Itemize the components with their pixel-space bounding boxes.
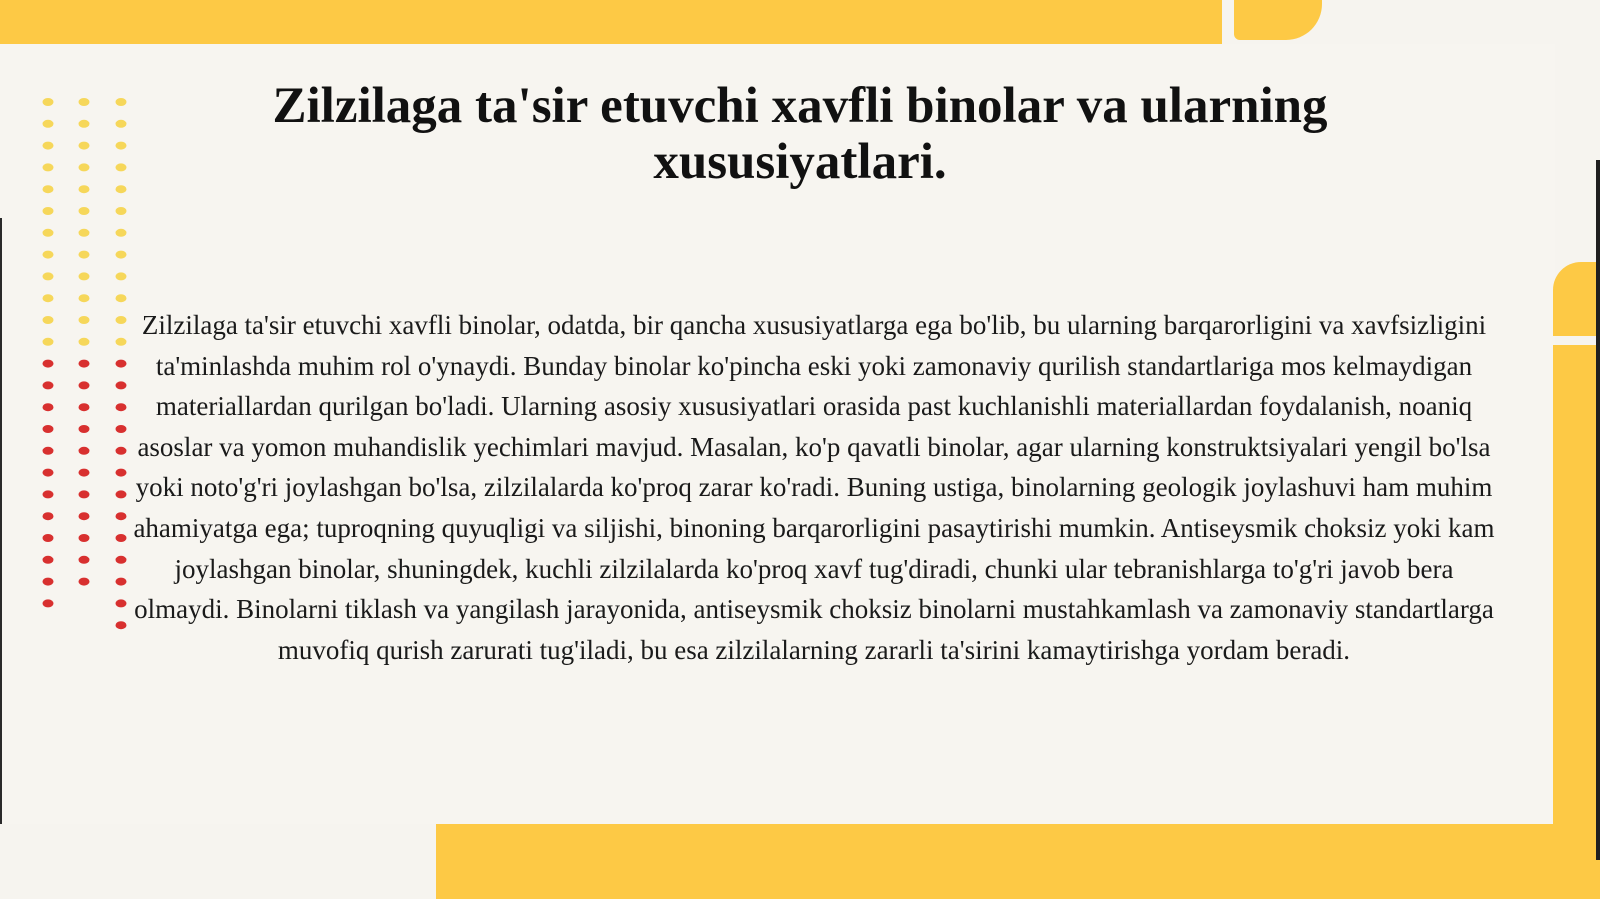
yellow-dot [116,163,127,171]
yellow-dot [116,294,127,302]
red-dot [116,425,127,433]
yellow-dot [43,229,54,237]
yellow-dot [43,294,54,302]
red-dot [43,469,54,477]
red-dot [43,425,54,433]
red-dot [43,381,54,389]
decorative-dot-pattern [40,96,140,636]
yellow-dot [79,251,90,259]
yellow-dot [43,316,54,324]
red-dot [116,512,127,520]
yellow-dot [116,316,127,324]
red-dot [116,578,127,586]
yellow-dot [79,142,90,150]
red-dot [79,490,90,498]
yellow-dot [43,185,54,193]
right-accent-band [1553,345,1600,899]
yellow-dot [43,98,54,106]
yellow-dot [43,207,54,215]
top-accent-band [0,0,1222,44]
yellow-dot [79,163,90,171]
yellow-dot [79,272,90,280]
red-dot [116,556,127,564]
red-dot [79,534,90,542]
red-dot [116,447,127,455]
red-dot [79,403,90,411]
yellow-dot [43,251,54,259]
yellow-dot [116,272,127,280]
right-edge-shadow [1596,160,1600,860]
slide-body-paragraph: Zilzilaga ta'sir etuvchi xavfli binolar, odatda, bir qancha xususiyatlarga ega bo'lib, bu ularning barqarorligini va xavfsizligini ta'minlashda muhim rol o'ynaydi. Bunday binolar ko'pincha eski yoki zamonaviy qurilish standartlariga mos kelmaydigan materiallardan qurilgan bo'ladi. Ularning asosiy xususiyatlari orasida past kuchlanishli materiallardan foydalanish, noaniq asoslar va yomon muhandislik yechimlari mavjud. Masalan, ko'p qavatli binolar, agar ularning konstruktsiyalari yengil bo'lsa yoki noto'g'ri joylashgan bo'lsa, zilzilalarda ko'proq zarar ko'radi. Buning ustiga, binolarning geologik joylashuvi ham muhim ahamiyatga ega; tuproqning quyuqligi va siljishi, binoning barqarorligini pasaytirishi mumkin. Antiseysmik choksiz yoki kam joylashgan binolar, shuningdek, kuchli zilzilalarda ko'proq xavf tug'diradi, chunki ular tebranishlarga to'g'ri javob bera olmaydi. Binolarni tiklash va yangilash jarayonida, antiseysmik choksiz binolarni mustahkamlash va zamonaviy standartlarga muvofiq qurish zarurati tug'iladi, bu esa zilzilalarning zararli ta'sirini kamaytirishga yordam beradi. [133,310,1495,665]
yellow-dot [79,229,90,237]
yellow-dot [116,338,127,346]
red-dot [43,578,54,586]
yellow-dot [79,207,90,215]
yellow-dot [43,142,54,150]
right-accent-tab [1553,262,1600,336]
red-dot [43,556,54,564]
red-dot [43,447,54,455]
yellow-dot [43,163,54,171]
red-dot [43,403,54,411]
red-dot [79,469,90,477]
yellow-dot [116,185,127,193]
red-dot [43,490,54,498]
red-dot [116,599,127,607]
red-dot [116,534,127,542]
red-dot [43,360,54,368]
yellow-dot [116,142,127,150]
red-dot [43,534,54,542]
yellow-dot [116,207,127,215]
top-right-accent-tab [1234,0,1322,40]
red-dot [79,512,90,520]
yellow-dot [79,120,90,128]
yellow-dot [116,98,127,106]
red-dot [116,490,127,498]
yellow-dot [116,229,127,237]
red-dot [116,469,127,477]
yellow-dot [43,120,54,128]
bottom-accent-band [436,824,1600,899]
yellow-dot [116,120,127,128]
yellow-dot [43,272,54,280]
red-dot [116,360,127,368]
red-dot [116,621,127,629]
red-dot [79,425,90,433]
red-dot [79,556,90,564]
red-dot [79,578,90,586]
slide-title: Zilzilaga ta'sir etuvchi xavfli binolar va ularning xususiyatlari. [272,78,1328,190]
yellow-dot [79,316,90,324]
yellow-dot [79,294,90,302]
yellow-dot [79,338,90,346]
yellow-dot [116,251,127,259]
red-dot [116,381,127,389]
red-dot [43,599,54,607]
yellow-dot [43,338,54,346]
red-dot [79,360,90,368]
red-dot [116,403,127,411]
yellow-dot [79,98,90,106]
yellow-dot [79,185,90,193]
red-dot [79,447,90,455]
red-dot [79,381,90,389]
red-dot [43,512,54,520]
left-edge-shadow [0,218,2,824]
